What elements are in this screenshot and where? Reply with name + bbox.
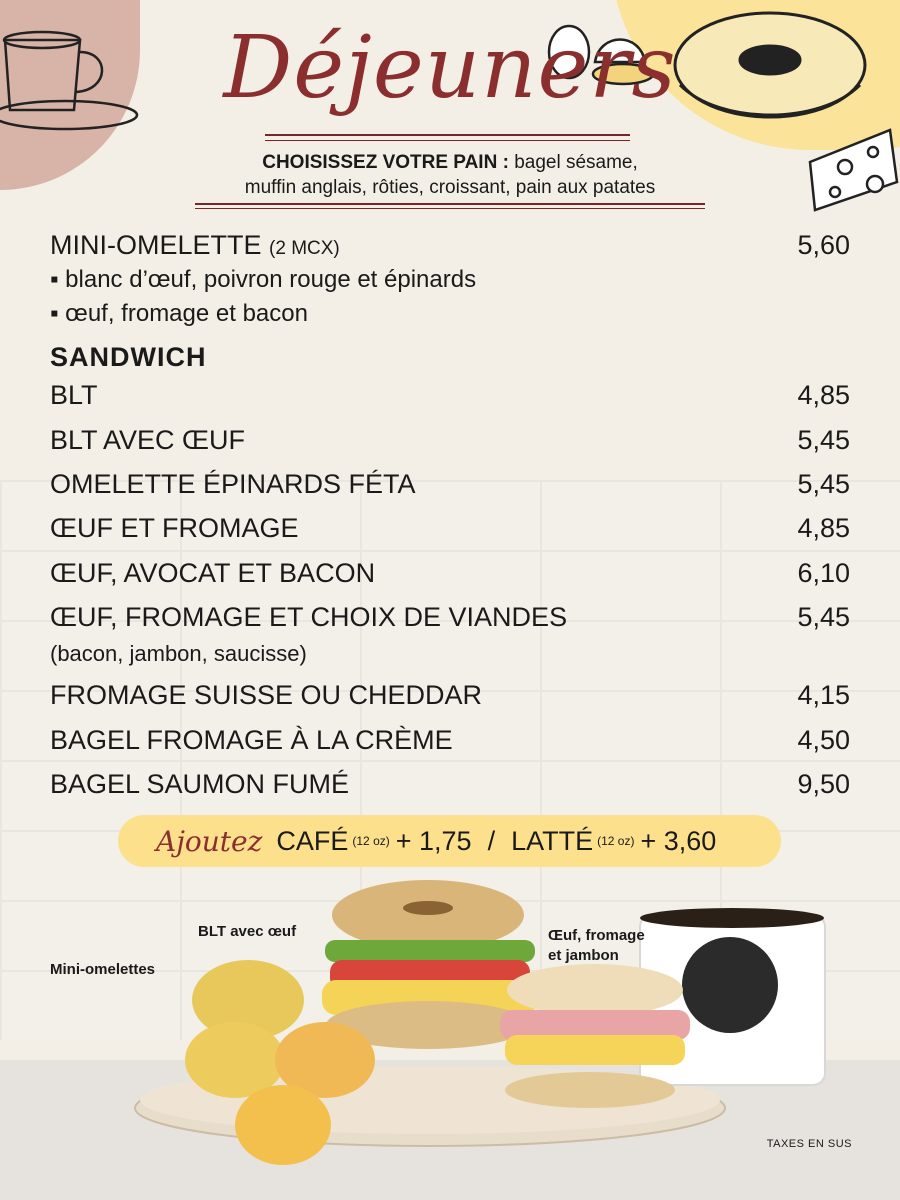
menu-item-name: OMELETTE ÉPINARDS FÉTA: [50, 469, 416, 499]
menu-item-price: 4,85: [797, 380, 850, 410]
section-heading-sandwich: SANDWICH: [50, 342, 207, 372]
menu-item-fromage-suisse-cheddar: [50, 680, 850, 711]
menu-item-name: MINI-OMELETTE: [50, 230, 262, 260]
menu-item-oeuf-avocat-bacon: [50, 558, 850, 589]
caption-line-1: Œuf, fromage: [548, 927, 645, 944]
title-divider-thin: [265, 140, 630, 141]
menu-item-price: 6,10: [797, 558, 850, 588]
bread-choice-text-1: bagel sésame,: [514, 152, 638, 173]
caption-blt-avec-oeuf: BLT avec œuf: [198, 923, 297, 940]
menu-item-price: 4,85: [797, 513, 850, 543]
addon-cafe: CAFÉ: [276, 825, 349, 856]
food-photo: [0, 870, 900, 1200]
taxes-note: TAXES EN SUS: [766, 1138, 852, 1150]
menu-item-bagel-saumon-fume: [50, 769, 850, 800]
menu-item-blt: [50, 380, 850, 411]
caption-line-2: et jambon: [548, 947, 619, 964]
menu-item-name: BLT: [50, 380, 98, 410]
addon-latte: LATTÉ: [511, 825, 594, 856]
bread-divider: [195, 203, 705, 205]
menu-item-name: BLT AVEC ŒUF: [50, 425, 246, 455]
menu-item-name: BAGEL FROMAGE À LA CRÈME: [50, 725, 453, 755]
menu-item-oeuf-fromage-viandes: [50, 602, 850, 633]
bread-choice-text-2: muffin anglais, rôties, croissant, pain aux patates: [244, 177, 656, 198]
menu-item-oeuf-et-fromage: [50, 513, 850, 544]
menu-item-name: ŒUF ET FROMAGE: [50, 513, 299, 543]
menu-item-price: 5,45: [797, 425, 850, 455]
menu-item-price: 5,60: [797, 230, 850, 260]
menu-item-price: 5,45: [797, 469, 850, 499]
addon-cafe-size: (12 oz): [352, 834, 390, 848]
menu-item-qty: (2 MCX): [269, 238, 340, 259]
menu-item-name: ŒUF, AVOCAT ET BACON: [50, 558, 376, 588]
menu-item-price: 9,50: [797, 769, 850, 799]
menu-item-name: ŒUF, FROMAGE ET CHOIX DE VIANDES: [50, 602, 568, 632]
menu-item-name: BAGEL SAUMON FUMÉ: [50, 769, 350, 799]
mini-omelette-option-2: ▪ œuf, fromage et bacon: [50, 300, 308, 327]
addon-latte-size: (12 oz): [597, 834, 635, 848]
menu-item-price: 4,50: [797, 725, 850, 755]
menu-item-blt-avec-oeuf: [50, 425, 850, 456]
mini-omelette-option-1: ▪ blanc d’œuf, poivron rouge et épinards: [50, 266, 477, 293]
addon-script-label: Ajoutez: [156, 824, 263, 858]
bread-choice-label: CHOISISSEZ VOTRE PAIN :: [262, 152, 509, 173]
meat-choice-note: (bacon, jambon, saucisse): [50, 641, 307, 666]
addon-banner: [118, 815, 781, 867]
addon-latte-price: + 3,60: [640, 825, 717, 856]
addon-separator: /: [487, 825, 496, 856]
page-title: Déjeuners: [223, 18, 677, 118]
caption-oeuf-fromage-jambon: [548, 926, 645, 966]
menu-item-price: 5,45: [797, 602, 850, 632]
menu-item-omelette-epinards-feta: [50, 469, 850, 500]
menu-item-name: FROMAGE SUISSE OU CHEDDAR: [50, 680, 483, 710]
menu-item-price: 4,15: [797, 680, 850, 710]
addon-cafe-price: + 1,75: [395, 825, 472, 856]
title-divider: [265, 134, 630, 136]
bread-choice: [0, 150, 900, 200]
caption-mini-omelettes: Mini-omelettes: [50, 961, 156, 978]
menu-item-mini-omelette: [50, 230, 850, 261]
bread-divider-thin: [195, 208, 705, 209]
menu-item-bagel-fromage-creme: [50, 725, 850, 756]
